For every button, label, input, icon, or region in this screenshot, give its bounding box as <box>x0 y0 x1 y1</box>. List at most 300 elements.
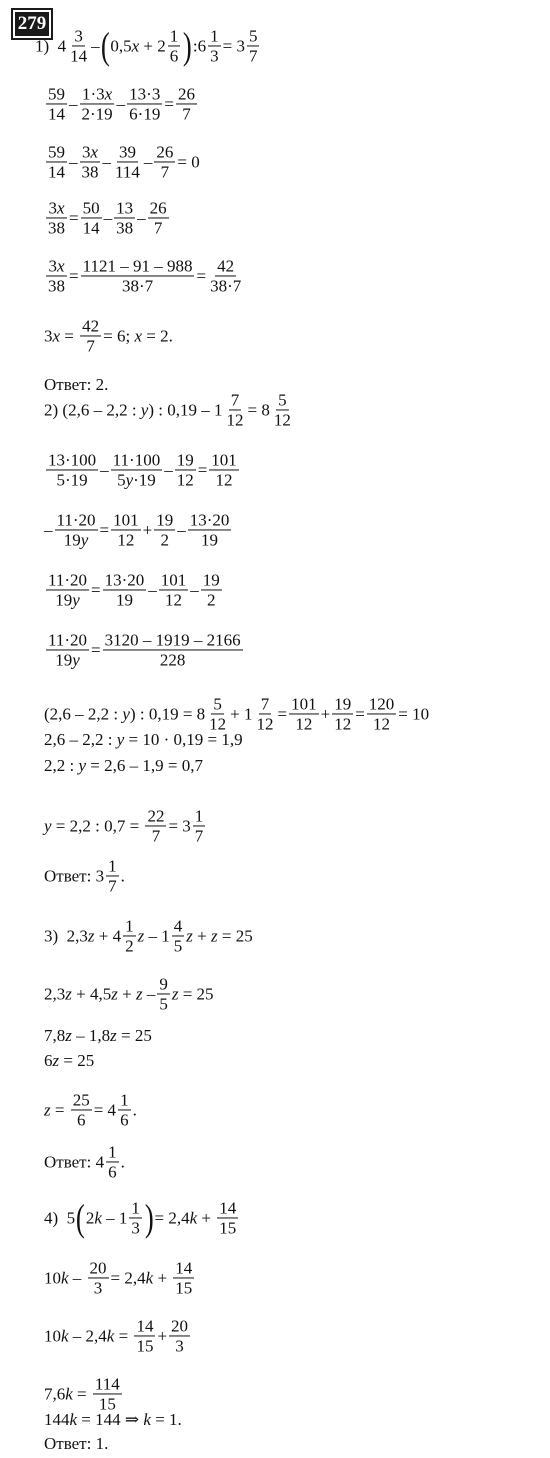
fraction <box>80 316 101 355</box>
fraction-numerator: 1 <box>194 806 204 826</box>
fraction <box>154 142 175 181</box>
math-variable: z <box>52 1051 60 1070</box>
math-text: 1) 4 <box>35 36 67 55</box>
fraction <box>113 142 142 181</box>
math-variable: y <box>78 756 87 775</box>
large-parenthesis: ) <box>144 1197 154 1239</box>
problem-number-badge: 279 <box>11 8 53 40</box>
fraction-denominator: 5 <box>159 994 168 1014</box>
fraction <box>367 694 397 733</box>
fraction-denominator: 38·7 <box>210 276 242 296</box>
math-text: – 2,4 <box>68 1326 107 1345</box>
fraction-numerator: 14 <box>219 1198 237 1218</box>
fraction-numerator: 11·20 <box>56 510 96 530</box>
math-text: = <box>50 1100 69 1119</box>
math-text: = <box>60 326 79 345</box>
math-text: – <box>69 152 78 171</box>
fraction-denominator: 38·7 <box>121 276 154 296</box>
equation-line <box>44 806 207 845</box>
math-variable: k <box>61 1326 69 1345</box>
fraction <box>46 198 67 237</box>
fraction-denominator: 2 <box>160 530 169 550</box>
fraction <box>208 26 221 65</box>
fraction-numerator: 101 <box>113 510 139 530</box>
math-variable: z <box>87 926 95 945</box>
math-text: + <box>153 1268 172 1287</box>
math-text: – <box>190 580 199 599</box>
fraction-denominator: 2 <box>125 936 134 956</box>
fraction <box>255 694 276 733</box>
fraction-numerator: 1 <box>169 26 179 46</box>
math-text: = <box>355 704 365 723</box>
fraction-numerator: 19 <box>334 694 352 714</box>
fraction-numerator: 19 <box>176 450 194 470</box>
fraction-denominator: 3 <box>93 1278 103 1298</box>
fraction-numerator: 11·100 <box>112 450 161 470</box>
fraction <box>106 1142 119 1181</box>
math-text: ) : 0,19 – 1 <box>148 400 223 419</box>
fraction-numerator: 25 <box>72 1090 90 1110</box>
equation-line <box>44 1410 182 1430</box>
fraction-numerator: 9 <box>159 974 168 994</box>
fraction-denominator: 12 <box>373 714 391 734</box>
math-text: = <box>69 208 79 227</box>
math-text: 2,6 – 2,2 : <box>44 730 117 749</box>
equation-line <box>44 510 233 549</box>
fraction-numerator: 1 <box>210 26 219 46</box>
fraction-denominator: 2·19 <box>81 104 113 124</box>
math-text: – <box>44 520 53 539</box>
fraction-numerator: 114 <box>94 1374 120 1394</box>
math-text: = <box>164 94 174 113</box>
fraction-numerator: 5 <box>278 390 287 410</box>
fraction <box>46 84 67 123</box>
fraction <box>176 84 197 123</box>
math-text: – <box>142 984 156 1003</box>
fraction <box>88 1258 109 1297</box>
fraction <box>46 256 67 295</box>
math-text: Ответ: 1. <box>44 1434 109 1453</box>
math-text: – <box>91 36 100 55</box>
fraction-numerator: 3 <box>74 26 83 46</box>
math-text: 2,2 : <box>44 756 79 775</box>
math-text: . <box>120 866 125 885</box>
math-variable: x <box>134 326 142 345</box>
fraction <box>111 450 163 489</box>
math-variable: z <box>137 926 145 945</box>
equation-line <box>44 1198 240 1237</box>
fraction-denominator: 19 <box>201 530 219 550</box>
math-text: + 1 <box>230 704 253 723</box>
math-text: = 10 · 0,19 = 1,9 <box>124 730 243 749</box>
math-text: = 25 <box>59 1051 95 1070</box>
fraction <box>173 1258 194 1297</box>
fraction-numerator: 1 <box>131 1198 140 1218</box>
math-text: + <box>117 984 136 1003</box>
fraction-numerator: 1 <box>108 856 117 876</box>
math-text: + 4,5 <box>71 984 112 1003</box>
math-text: 4) 5 <box>44 1208 76 1227</box>
math-text: Ответ: 2. <box>44 375 109 394</box>
fraction-denominator: 6 <box>108 1162 117 1182</box>
fraction-numerator: 3120 – 1919 – 2166 <box>104 630 241 650</box>
fraction-denominator: 15 <box>136 1336 154 1356</box>
fraction <box>123 916 136 955</box>
math-text: – <box>143 152 153 171</box>
fraction-denominator: 14 <box>48 162 65 182</box>
equation-line <box>44 1258 196 1297</box>
fraction <box>114 198 135 237</box>
math-text: – <box>102 152 111 171</box>
fraction <box>289 694 319 733</box>
fraction-numerator: 3x <box>48 256 65 276</box>
fraction-numerator: 4 <box>173 916 183 936</box>
math-text: – <box>100 460 109 479</box>
math-variable: z <box>111 984 118 1003</box>
math-variable: y <box>44 816 52 835</box>
fraction-numerator: 1121 – 91 – 988 <box>82 256 193 276</box>
fraction <box>111 510 141 549</box>
equation-line <box>44 756 203 776</box>
math-text: – <box>116 94 126 113</box>
fraction <box>159 570 189 609</box>
fraction-numerator: 101 <box>291 694 317 714</box>
fraction-denominator: 3 <box>175 1336 184 1356</box>
fraction-denominator: 2 <box>207 590 216 610</box>
fraction-numerator: 22 <box>147 806 165 826</box>
fraction <box>68 26 89 65</box>
math-text: Ответ: 3 <box>44 866 105 885</box>
equation-line <box>44 916 253 955</box>
fraction <box>169 1316 190 1355</box>
equation-line <box>44 630 245 669</box>
fraction-denominator: 7 <box>248 46 258 66</box>
equation-line <box>44 694 429 733</box>
math-text: = <box>91 580 101 599</box>
fraction-denominator: 7 <box>108 876 117 896</box>
equation-line <box>44 316 173 355</box>
math-variable: z <box>44 1100 51 1119</box>
fraction-denominator: 228 <box>159 650 186 670</box>
equation-line <box>44 1374 124 1413</box>
fraction-numerator: 13·3 <box>129 84 161 104</box>
fraction-denominator: 14 <box>48 104 65 124</box>
fraction-denominator: 5y·19 <box>117 470 156 490</box>
fraction-numerator: 39 <box>118 142 136 162</box>
fraction-numerator: 50 <box>82 198 100 218</box>
math-text: = <box>69 266 79 285</box>
math-text: – <box>177 520 186 539</box>
math-variable: k <box>61 1268 69 1287</box>
fraction-denominator: 7 <box>182 104 191 124</box>
fraction-denominator: 15 <box>98 1394 116 1414</box>
fraction-denominator: 3 <box>210 46 219 66</box>
answer-line <box>44 1434 108 1454</box>
fraction-numerator: 1 <box>108 1142 117 1162</box>
math-variable: k <box>106 1326 115 1345</box>
fraction <box>145 806 166 845</box>
fraction <box>71 1090 92 1129</box>
fraction-numerator: 26 <box>156 142 174 162</box>
math-text: 10 <box>44 1326 61 1345</box>
fraction <box>207 694 228 733</box>
math-variable: x <box>131 36 140 55</box>
fraction-numerator: 120 <box>368 694 395 714</box>
fraction <box>168 26 181 65</box>
math-variable: k <box>94 1208 102 1227</box>
math-variable: z <box>171 984 179 1003</box>
equation-line <box>44 974 214 1013</box>
fraction <box>81 256 195 295</box>
fraction <box>129 1198 142 1237</box>
fraction <box>80 84 115 123</box>
fraction <box>247 26 260 65</box>
math-text: – <box>68 1268 86 1287</box>
math-variable: k <box>69 1410 78 1429</box>
large-parenthesis: ) <box>183 25 192 67</box>
math-text: = <box>99 520 110 539</box>
fraction-numerator: 42 <box>82 316 100 336</box>
math-text: 7,6 <box>44 1384 66 1403</box>
fraction-denominator: 19y <box>63 530 89 550</box>
math-text: 2 <box>85 1208 95 1227</box>
math-text: – 1,8 <box>71 1026 111 1045</box>
fraction-numerator: 7 <box>230 390 240 410</box>
math-text: = <box>197 460 208 479</box>
math-text: = <box>277 704 288 723</box>
fraction <box>103 630 243 669</box>
fraction-numerator: 1 <box>125 916 134 936</box>
fraction-numerator: 101 <box>160 570 187 590</box>
math-text: + <box>320 704 331 723</box>
math-text: 144 <box>44 1410 70 1429</box>
math-text: = 8 <box>247 400 270 419</box>
fraction-denominator: 19y <box>55 650 80 670</box>
fraction-numerator: 11·20 <box>48 630 88 650</box>
fraction-denominator: 6 <box>169 46 179 66</box>
fraction-denominator: 12 <box>295 714 313 734</box>
fraction-denominator: 12 <box>209 714 227 734</box>
math-text: + <box>197 1208 216 1227</box>
math-variable: k <box>189 1208 198 1227</box>
fraction-denominator: 7 <box>151 826 161 846</box>
math-text: ) : 0,19 = 8 <box>129 704 206 723</box>
math-text: = 2,4 <box>110 1268 146 1287</box>
math-variable: z <box>65 1026 72 1045</box>
math-text: 0,5 <box>110 36 132 55</box>
equation-line <box>44 256 245 295</box>
fraction <box>154 510 175 549</box>
fraction-denominator: 12 <box>176 470 194 490</box>
fraction-numerator: 3x <box>81 142 99 162</box>
fraction <box>172 916 185 955</box>
fraction-numerator: 19 <box>202 570 220 590</box>
math-text: . <box>120 1152 125 1171</box>
equation-line <box>44 390 295 429</box>
equation-line <box>44 1316 192 1355</box>
large-parenthesis: ( <box>76 1197 85 1239</box>
math-text: = 25 <box>178 984 214 1003</box>
math-text: + <box>157 1326 168 1345</box>
math-text: – <box>148 580 157 599</box>
fraction-denominator: 38 <box>48 218 65 238</box>
fraction <box>46 450 98 489</box>
fraction-numerator: 13·20 <box>189 510 230 530</box>
equation-line <box>44 1051 94 1071</box>
fraction <box>118 1090 131 1129</box>
fraction-denominator: 6·19 <box>129 104 161 124</box>
answer-line <box>44 856 125 895</box>
math-variable: k <box>65 1384 73 1403</box>
fraction-denominator: 6 <box>120 1110 129 1130</box>
math-variable: x <box>52 326 61 345</box>
math-text: – <box>69 94 78 113</box>
fraction-numerator: 11·20 <box>48 570 88 590</box>
fraction-denominator: 12 <box>273 410 291 430</box>
equation-line <box>44 1026 152 1046</box>
math-variable: y <box>122 704 130 723</box>
fraction-denominator: 12 <box>117 530 135 550</box>
fraction <box>208 256 243 295</box>
math-variable: z <box>65 984 72 1003</box>
equation-line <box>44 142 200 181</box>
large-parenthesis: ( <box>100 25 110 67</box>
math-text: + <box>192 926 211 945</box>
math-variable: z <box>110 1026 117 1045</box>
equation-line <box>44 730 243 750</box>
math-text: 6 <box>44 1051 53 1070</box>
fraction-numerator: 19 <box>156 510 174 530</box>
fraction-numerator: 13·100 <box>48 450 97 470</box>
fraction-denominator: 12 <box>334 714 352 734</box>
fraction-denominator: 114 <box>115 162 140 182</box>
fraction-numerator: 1·3x <box>81 84 113 104</box>
math-text: = 2. <box>142 326 173 345</box>
equation-line <box>44 1090 137 1129</box>
math-text: = 10 <box>398 704 430 723</box>
fraction <box>148 198 169 237</box>
fraction-denominator: 7 <box>160 162 170 182</box>
fraction <box>81 198 102 237</box>
fraction-denominator: 7 <box>153 218 163 238</box>
math-text: :6 <box>192 36 207 55</box>
math-variable: z <box>210 926 218 945</box>
fraction-numerator: 59 <box>48 84 65 104</box>
math-text: = 25 <box>116 1026 152 1045</box>
math-text: = 4 <box>93 1100 117 1119</box>
fraction <box>46 570 89 609</box>
math-text: 2) (2,6 – 2,2 : <box>44 400 141 419</box>
math-variable: k <box>145 1268 154 1287</box>
fraction <box>188 510 232 549</box>
math-text: Ответ: 4 <box>44 1152 105 1171</box>
math-text: – 1 <box>144 926 170 945</box>
equation-line <box>44 570 224 609</box>
fraction <box>193 806 206 845</box>
math-text: . <box>132 1100 137 1119</box>
fraction-numerator: 20 <box>171 1316 189 1336</box>
math-text: 7,8 <box>44 1026 66 1045</box>
math-text: 3 <box>44 326 53 345</box>
fraction-denominator: 12 <box>165 590 183 610</box>
fraction-numerator: 26 <box>177 84 195 104</box>
fraction-denominator: 38 <box>116 218 134 238</box>
fraction-denominator: 12 <box>226 410 244 430</box>
fraction-numerator: 7 <box>260 694 270 714</box>
math-text: (2,6 – 2,2 : <box>44 704 123 723</box>
fraction <box>55 510 98 549</box>
fraction-numerator: 1 <box>120 1090 129 1110</box>
math-text: – <box>103 208 113 227</box>
equation-line <box>44 198 171 237</box>
math-text: = <box>114 1326 133 1345</box>
fraction-numerator: 20 <box>89 1258 107 1278</box>
fraction-numerator: 5 <box>213 694 222 714</box>
math-text: 10 <box>44 1268 61 1287</box>
math-variable: z <box>135 984 143 1003</box>
fraction <box>224 390 245 429</box>
fraction-denominator: 7 <box>194 826 204 846</box>
math-text: – <box>164 460 173 479</box>
math-text: 2,3 <box>44 984 66 1003</box>
fraction-denominator: 12 <box>215 470 233 490</box>
fraction-numerator: 13 <box>116 198 134 218</box>
fraction-denominator: 5 <box>173 936 183 956</box>
math-text: = <box>196 266 207 285</box>
fraction-numerator: 59 <box>48 142 65 162</box>
math-text: = 25 <box>217 926 253 945</box>
math-text: + 2 <box>139 36 166 55</box>
equation-line <box>44 84 199 123</box>
fraction-numerator: 3x <box>48 198 65 218</box>
fraction <box>103 570 147 609</box>
fraction-denominator: 38 <box>81 162 99 182</box>
math-text: + <box>142 520 153 539</box>
math-text: = 6; <box>103 326 135 345</box>
fraction <box>272 390 293 429</box>
fraction <box>106 856 119 895</box>
fraction <box>332 694 353 733</box>
fraction-denominator: 3 <box>131 1218 140 1238</box>
fraction-numerator: 14 <box>175 1258 193 1278</box>
fraction-denominator: 15 <box>175 1278 193 1298</box>
math-text: 3) 2,3 <box>44 926 88 945</box>
fraction-numerator: 14 <box>136 1316 154 1336</box>
fraction <box>201 570 222 609</box>
fraction-denominator: 38 <box>48 276 65 296</box>
math-text: – <box>137 208 146 227</box>
fraction <box>127 84 162 123</box>
fraction <box>46 142 67 181</box>
fraction-denominator: 6 <box>76 1110 86 1130</box>
math-text: = 1. <box>150 1410 182 1429</box>
fraction <box>80 142 101 181</box>
fraction-denominator: 14 <box>82 218 100 238</box>
fraction <box>134 1316 155 1355</box>
fraction-numerator: 101 <box>211 450 237 470</box>
equation-line <box>35 26 261 65</box>
math-text: = 0 <box>177 152 200 171</box>
fraction-denominator: 19y <box>55 590 80 610</box>
fraction-denominator: 19 <box>115 590 133 610</box>
fraction-numerator: 13·20 <box>104 570 145 590</box>
math-text: = <box>72 1384 91 1403</box>
answer-line <box>44 1142 125 1181</box>
math-variable: k <box>143 1410 151 1429</box>
math-text: = 3 <box>168 816 191 835</box>
math-text: = 2,4 <box>154 1208 190 1227</box>
fraction <box>209 450 239 489</box>
